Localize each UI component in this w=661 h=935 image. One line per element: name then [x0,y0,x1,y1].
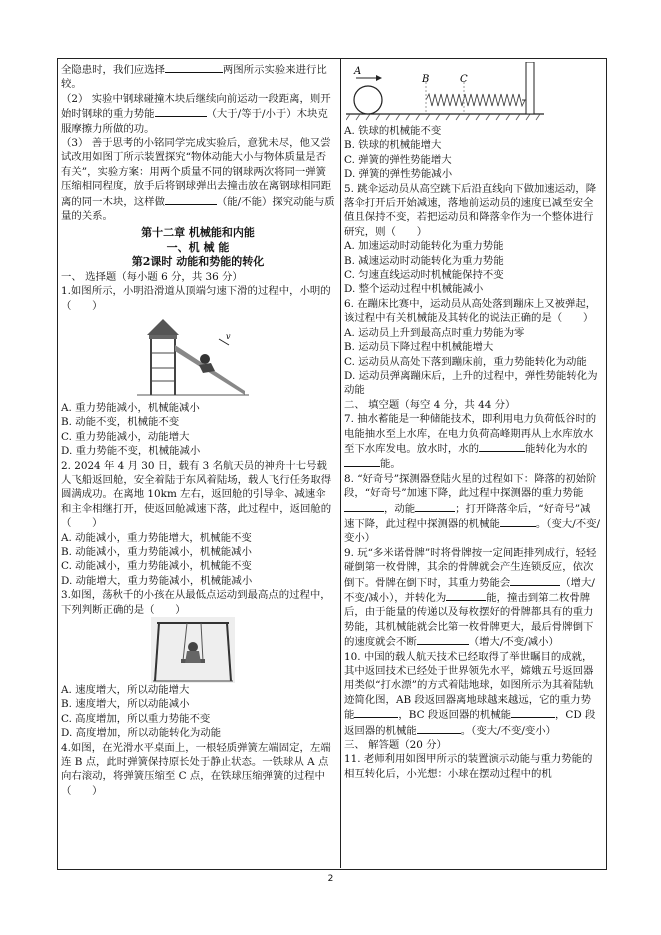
right-column [344,62,600,781]
question-7: 7. 抽水蓄能是一种储能技术，即利用电力负荷低谷时的电能抽水至上水库，在电力负荷高峰期再从上水库放水至下水库发电。放水时，水的 能转化为水的能。 [344,413,597,471]
q4-option-d: D. 弹簧的弹性势能减小 [344,168,453,181]
spring-figure [346,62,546,124]
q4-option-b: B. 铁球的机械能增大 [344,139,442,152]
prev-question-1: 全隐患时，我们应选择 两图所示实验来进行比较。 [61,64,327,91]
q3-option-c: C. 高度增加，所以重力势能不变 [61,712,211,725]
question-8: 8. “好奇号”探测器登陆火星的过程如下：降落的初始阶段，“好奇号”加速下降，此过程中探测器的重力势能，动能 ；打开降落伞后，“好奇号”减速下降，此过程中探测器的机械能 。（变大/不变/变小） [344,472,601,545]
q5-option-d: D. 整个运动过程中机械能减小 [344,283,484,296]
q6-option-c: C. 运动员从高处下落到蹦床前，重力势能转化为动能 [344,355,587,368]
q1-option-a: A. 重力势能减小，机械能减小 [61,401,200,414]
question-4: 4.如图，在光滑水平桌面上，一根轻质弹簧左端固定，左端连 B 点，此时弹簧保持原长处于静止状态。一铁球从 A 点向右滚动，将弹簧压缩至 C 点，在铁球压缩弹簧的过程中（ ） [61,741,331,797]
question-6: 6. 在蹦床比赛中，运动员从高处落到蹦床上又被弹起，该过程中有关机械能及其转化的说法正确的是（ ） [344,297,597,325]
question-3: 3.如图，荡秋千的小孩在从最低点运动到最高点的过程中，下列判断正确的是（ ） [61,589,331,616]
q2-option-b: B. 动能减小，重力势能减小，机械能减小 [61,545,252,558]
question-5: 5. 跳伞运动员从高空跳下后沿直线向下做加速运动，降落伞打开后开始减速，落地前运动员的速度已减至安全值且保持不变，若把运动员和降落伞作为一个整体进行研究，则（ ） [344,182,597,238]
lesson-title: 第2课时 动能和势能的转化 [131,255,265,269]
q1-option-d: D. 重力势能不变，机械能减小 [61,445,201,458]
q4-option-c: C. 弹簧的弹性势能增大 [344,153,452,166]
q2-option-a: A. 动能减小，重力势能增大，机械能不变 [61,531,252,544]
q6-option-d: D. 运动员弹离蹦床后，上升的过程中，弹性势能转化为动能 [344,369,598,397]
question-10: 10. 中国的载人航天技术已经取得了举世瞩目的成就，其中返回技术已经处于世界领先水平，嫦娥五号返回器用类似“打水漂”的方式着陆地球，如图所示为其着陆轨迹简化图，AB 段返回器离地球越来越远，它的重力势能 ，BC 段返回器的机械能 ，CD 段返回器的机械能 。（变大/不变/变小） [344,650,596,737]
chapter-title: 第十二章 机械能和内能 [141,226,255,240]
q5-option-b: B. 减速运动时动能转化为重力势能 [344,254,504,267]
prev-question-3: （3） 善于思考的小铭同学完成实验后，意犹未尽，他又尝试改用如图丁所示装置探究“物体动能大小与物体质量是否有关”，实验方案：用两个质量不同的钢球两次将同一弹簧压缩相同程度，放手后将钢球弹出去撞击放在离钢球相同距离的同一木块，这样做 （能/不能）探究动能与质量的关系。 [61,137,335,223]
label-a: A [354,66,362,77]
page-number: 2 [327,874,334,884]
slide-figure [133,313,253,401]
q2-option-c: C. 动能减小，重力势能减小，机械能不变 [61,560,252,573]
question-9: 9. 玩“多米诺骨牌”时将骨牌按一定间距排列成行，轻轻碰倒第一枚骨牌，其余的骨牌就会产生连锁反应，依次倒下。骨牌在倒下时，其重力势能会 （增大/不变/减小），并转化为 能，撞击到第二枚骨牌后，由于能量的传递以及每枚摆好的骨牌都具有的重力势能，其机械能就会比第一枚骨牌更大，最后骨牌倒下的速度就会不断 （增大/不变/减小） [344,546,597,649]
column-divider [340,58,341,868]
left-column [61,62,335,798]
svg-text:v: v [226,331,231,341]
section-title: 一、机 械 能 [166,240,230,254]
q3-option-b: B. 速度增大，所以动能减小 [61,698,190,711]
question-11: 11. 老师利用如图甲所示的装置演示动能与重力势能的相互转化后，小光想：小球在摆动过程中的机 [344,753,593,780]
question-2: 2. 2024 年 4 月 30 日，载有 3 名航天员的神舟十七号载人飞船返回舱，安全着陆于东风着陆场，载人飞行任务取得圆满成功。在离地 10km 左右，返回舱的引导伞、减速伞和主伞相继打开，使返回舱减速下落，此过程中，返回舱的（ ） [61,459,332,530]
prev-question-2: （2） 实验中钢球碰撞木块后继续向前运动一段距离，则开始时钢球的重力势能 （大于/等于/小于）木块克服摩擦力所做的功。 [61,92,331,135]
q6-option-b: B. 运动员下降过程中机械能增大 [344,341,494,354]
label-b: B [422,74,430,85]
q3-option-a: A. 速度增大，所以动能增大 [61,684,190,696]
q1-option-b: B. 动能不变，机械能不变 [61,416,180,429]
q5-option-c: C. 匀速直线运动时机械能保持不变 [344,269,504,282]
part3-heading: 三、 解答题（20 分） [344,739,447,752]
question-1: 1.如图所示，小明沿滑道从顶端匀速下滑的过程中，小明的（ ） [61,285,331,312]
q6-option-a: A. 运动员上升到最高点时重力势能为零 [344,326,525,339]
label-c: C [460,74,468,85]
q4-option-a: A. 铁球的机械能不变 [344,125,442,137]
swing-figure [151,617,235,683]
q2-option-d: D. 动能增大，重力势能减小，机械能减小 [61,574,253,587]
q1-option-c: C. 重力势能减小，动能增大 [61,430,190,443]
q5-option-a: A. 加速运动时动能转化为重力势能 [344,240,504,253]
part1-heading: 一、 选择题（每小题 6 分，共 36 分） [61,270,243,283]
q3-option-d: D. 高度增加，所以动能转化为动能 [61,727,222,740]
part2-heading: 二、 填空题（每空 4 分，共 44 分） [344,398,516,411]
